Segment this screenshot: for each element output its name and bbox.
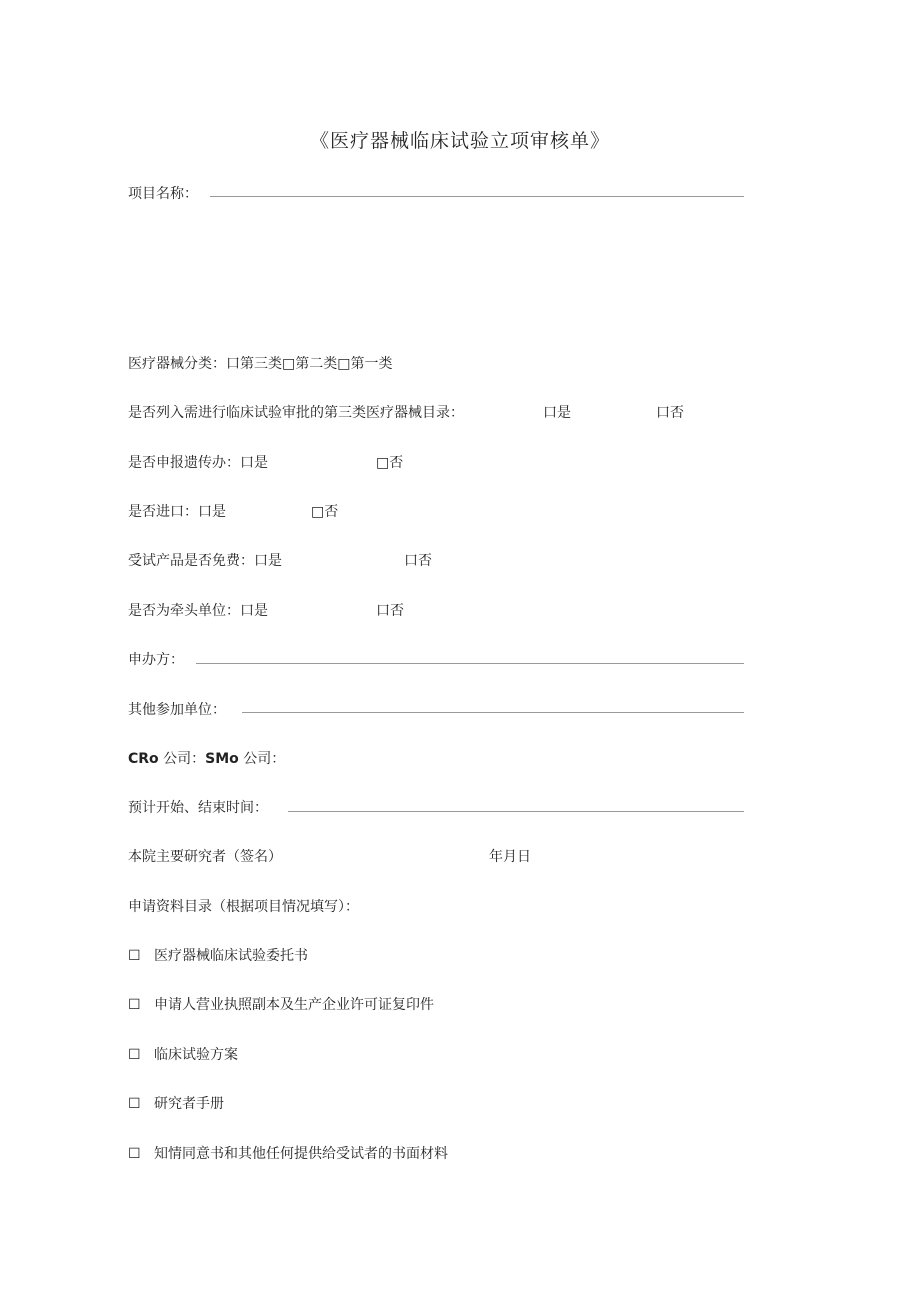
other-units-label: 其他参加单位： [128,702,226,718]
material-text: 知情同意书和其他任何提供给受试者的书面材料 [154,1146,448,1162]
date-label: 年月日 [489,849,531,865]
class2-checkbox[interactable]: □第二类 [282,356,338,372]
cro-company-label: 公司： [158,751,206,767]
genetic-question-label: 是否申报遗传办： [128,455,240,471]
catalog-question-label: 是否列入需进行临床试验审批的第三类医疗器械目录： [128,405,464,421]
material-checkbox[interactable]: ☐ [128,997,141,1013]
materials-heading: 申请资料目录（根据项目情况填写）： [128,899,359,915]
free-row [128,550,282,570]
classification-row [128,353,392,373]
material-text: 申请人营业执照副本及生产企业许可证复印件 [154,997,434,1013]
import-no-checkbox[interactable]: □否 [311,504,339,520]
investigator-label: 本院主要研究者（签名） [128,849,282,865]
free-no-checkbox[interactable]: 口否 [404,553,432,569]
cro-text: CRo [128,751,159,767]
material-checkbox[interactable]: ☐ [128,1047,141,1063]
classification-label: 医疗器械分类： [128,356,226,372]
material-checkbox[interactable]: ☐ [128,948,141,964]
sponsor-label: 申办方： [128,652,184,668]
import-question-label: 是否进口： [128,504,198,520]
material-checkbox[interactable]: ☐ [128,1096,141,1112]
class3-checkbox[interactable]: 口第三类 [226,356,282,372]
material-text: 医疗器械临床试验委托书 [154,948,308,964]
free-question-label: 受试产品是否免费： [128,553,254,569]
catalog-no-checkbox[interactable]: 口否 [656,405,684,421]
class1-checkbox[interactable]: □第一类 [337,356,393,372]
other-units-field[interactable] [242,712,744,713]
material-item [128,945,308,965]
catalog-yes-checkbox[interactable]: 口是 [543,405,571,421]
material-item [128,1044,238,1064]
cro-smo-row [128,748,285,768]
genetic-row [128,452,268,472]
timeline-label: 预计开始、结束时间： [128,800,268,816]
timeline-field[interactable] [288,811,744,812]
genetic-no-checkbox[interactable]: □否 [376,455,404,471]
lead-yes-checkbox[interactable]: 口是 [240,603,268,619]
import-row [128,501,226,521]
material-item [128,994,434,1014]
free-yes-checkbox[interactable]: 口是 [254,553,282,569]
import-yes-checkbox[interactable]: 口是 [198,504,226,520]
project-name-label: 项目名称： [128,186,198,202]
project-name-field[interactable] [210,196,744,197]
lead-question-label: 是否为牵头单位： [128,603,240,619]
material-checkbox[interactable]: ☐ [128,1146,141,1162]
lead-no-checkbox[interactable]: 口否 [376,603,404,619]
smo-text: SMo [205,751,239,767]
smo-company-label: 公司： [238,751,286,767]
sponsor-field[interactable] [196,663,744,664]
material-item [128,1143,448,1163]
document-title: 《医疗器械临床试验立项审核单》 [309,130,610,152]
material-text: 临床试验方案 [154,1047,238,1063]
genetic-yes-checkbox[interactable]: 口是 [240,455,268,471]
lead-row [128,600,268,620]
material-item [128,1093,224,1113]
material-text: 研究者手册 [154,1096,224,1112]
